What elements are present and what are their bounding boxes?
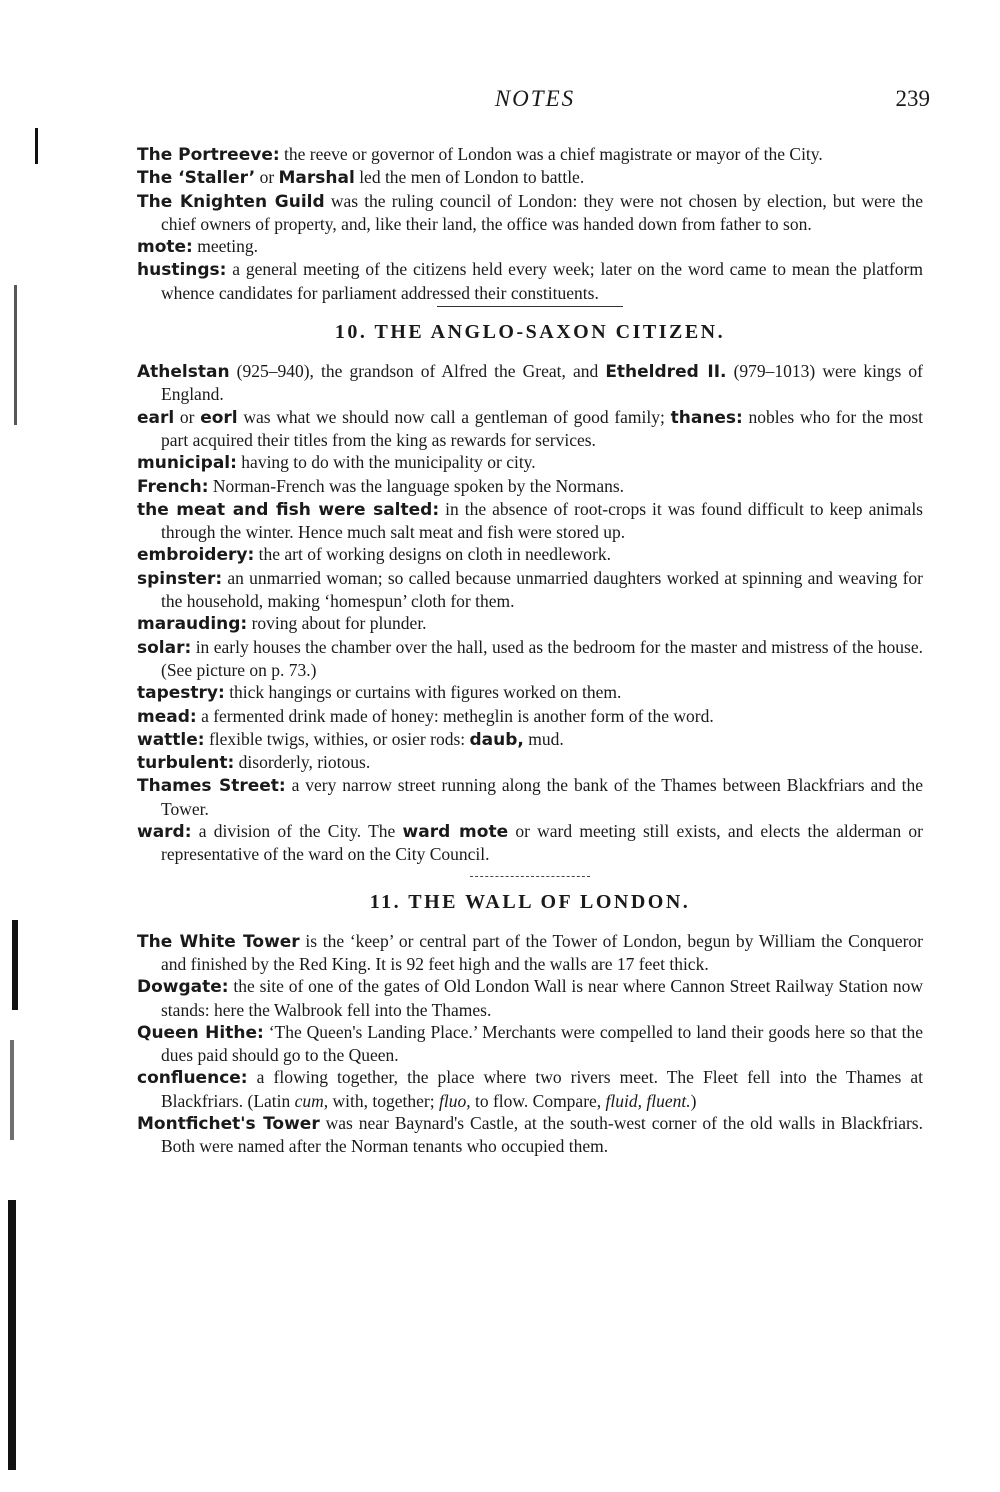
note-term: embroidery:	[137, 545, 255, 566]
section-heading: 10. THE ANGLO-SAXON CITIZEN.	[334, 321, 726, 344]
note-term: French:	[137, 476, 209, 497]
note-definition: thick hangings or curtains with figures worked on them.	[224, 682, 622, 703]
note-term: earl	[137, 407, 175, 428]
note-term: The Portreeve:	[137, 145, 280, 165]
note-definition: led the men of London to battle.	[354, 167, 585, 188]
note-entry	[137, 728, 923, 751]
scan-margin-mark	[14, 285, 17, 425]
note-term: The White Tower	[137, 931, 300, 952]
note-entry	[137, 235, 923, 258]
note-term: The ‘Staller’	[137, 168, 256, 189]
page-number: 239	[895, 86, 930, 111]
note-term: hustings:	[137, 260, 227, 281]
note-definition: flexible twigs, withies, or osier rods:	[204, 728, 470, 749]
section-heading: 11. THE WALL OF LONDON.	[369, 890, 691, 913]
note-definition: )	[690, 1090, 697, 1111]
note-definition: roving about for plunder.	[247, 613, 427, 634]
note-term: municipal:	[137, 453, 237, 474]
note-term: wattle:	[137, 729, 205, 750]
note-term: turbulent:	[137, 753, 235, 774]
section-divider	[437, 306, 623, 307]
note-entry	[137, 774, 923, 820]
note-entry	[137, 636, 923, 682]
note-entry	[137, 451, 923, 474]
note-definition: the reeve or governor of London was a chief magistrate or mayor of the City.	[279, 144, 823, 164]
note-term: The Knighten Guild	[137, 191, 325, 212]
note-definition: nobles who for the most part acquired their titles from the king as rewards for services.	[161, 406, 924, 450]
note-term: Montfichet's Tower	[137, 1113, 320, 1134]
note-definition: in the absence of root-crops it was found difficult to keep animals through the winter. Hence much salt meat and fish were stored up.	[161, 498, 923, 543]
note-term: ward mote	[402, 822, 509, 843]
note-definition: the art of working designs on cloth in needlework.	[254, 544, 611, 565]
note-term: mead:	[137, 706, 197, 727]
note-definition: a fermented drink made of honey: metheglin is another form of the word.	[196, 705, 714, 726]
note-term: marauding:	[137, 614, 248, 635]
note-definition: a division of the City. The	[191, 821, 403, 842]
note-term: Marshal	[278, 168, 355, 189]
note-definition: or ward meeting still exists, and elects the alderman or representative of the ward on the City Council.	[161, 821, 924, 865]
note-definition: having to do with the municipality or city.	[236, 452, 536, 473]
note-definition: (979–1013) were kings of England.	[161, 361, 923, 405]
note-entry	[137, 406, 923, 452]
note-definition: was what we should now call a gentleman of good family;	[237, 406, 671, 427]
note-definition: Norman-French was the language spoken by the Normans.	[208, 475, 625, 496]
note-term: mote:	[137, 237, 193, 258]
note-entry	[137, 930, 923, 976]
note-term: eorl	[200, 407, 238, 428]
note-definition: with, together;	[328, 1090, 439, 1111]
note-term: Etheldred II.	[605, 362, 727, 383]
scan-margin-mark	[12, 920, 18, 1010]
note-definition: mud.	[523, 728, 564, 749]
note-text: or	[174, 406, 201, 427]
note-entry	[137, 975, 923, 1021]
compare-words: fluid, fluent.	[605, 1090, 691, 1111]
scan-margin-mark	[10, 1040, 14, 1140]
note-entry	[137, 612, 923, 635]
note-entry	[137, 1021, 923, 1067]
note-definition: ‘The Queen's Landing Place.’ Merchants were compelled to land their goods here so that the dues paid should go to the Queen.	[161, 1021, 923, 1066]
note-term: tapestry:	[137, 683, 225, 704]
note-definition: a general meeting of the citizens held every week; later on the word came to mean the platform whence candidates for parliament addressed their constituents.	[161, 259, 923, 303]
note-term: confluence:	[137, 1068, 248, 1089]
note-term: Queen Hithe:	[137, 1022, 264, 1043]
latin-word: cum,	[294, 1090, 329, 1111]
note-entry	[137, 567, 923, 613]
note-definition: is the ‘keep’ or central part of the Tower of London, begun by William the Conqueror and finished by the Red King. It is 92 feet high and the walls are 17 feet thick.	[161, 930, 923, 974]
notes-content	[137, 143, 923, 1158]
scan-margin-mark	[8, 1200, 16, 1470]
note-entry	[137, 705, 923, 728]
latin-word: fluo,	[438, 1090, 471, 1111]
note-term: Dowgate:	[137, 977, 229, 998]
note-entry	[137, 360, 923, 406]
note-entry	[137, 475, 923, 498]
note-definition: a flowing together, the place where two rivers meet. The Fleet fell into the Thames at Blackfriars. (Latin	[161, 1067, 923, 1111]
scan-margin-mark	[35, 128, 38, 164]
note-text: or	[255, 167, 279, 188]
note-definition: (925–940), the grandson of Alfred the Great, and	[229, 361, 606, 382]
note-definition: was the ruling council of London: they were not chosen by election, but were the chief owners of property, and, like their land, the office was handed down from father to son.	[161, 190, 923, 234]
note-term: the meat and fish were salted:	[137, 499, 440, 520]
note-entry	[137, 258, 923, 304]
note-definition: a very narrow street running along the bank of the Thames between Blackfriars and the Tower.	[161, 775, 923, 819]
note-term: ward:	[137, 822, 192, 843]
note-term: thanes:	[670, 407, 743, 428]
note-definition: meeting.	[192, 236, 258, 257]
note-definition: to flow. Compare,	[470, 1090, 606, 1111]
note-term: solar:	[137, 637, 192, 658]
section-divider	[470, 876, 590, 877]
running-title: NOTES	[494, 86, 576, 111]
note-entry	[137, 498, 923, 544]
note-entry	[137, 681, 923, 704]
note-definition: in early houses the chamber over the hall, used as the bedroom for the master and mistress of the house. (See picture on p. 73.)	[161, 636, 923, 680]
page-header	[140, 86, 930, 116]
note-term: daub,	[469, 729, 524, 750]
note-definition: was near Baynard's Castle, at the south-west corner of the old walls in Blackfriars. Both were named after the Norman tenants who occupied them.	[161, 1112, 923, 1157]
note-entry	[137, 543, 923, 566]
note-entry	[137, 1112, 923, 1158]
note-term: spinster:	[137, 568, 223, 589]
note-entry	[137, 751, 923, 774]
note-term: Athelstan	[137, 362, 230, 383]
note-definition: an unmarried woman; so called because unmarried daughters worked at spinning and weaving for the household, making ‘homespun’ cloth for them.	[161, 567, 923, 612]
note-entry	[137, 820, 923, 866]
note-entry	[137, 1066, 923, 1112]
note-entry	[137, 190, 923, 236]
note-entry	[137, 166, 923, 189]
note-definition: disorderly, riotous.	[234, 752, 371, 773]
note-entry	[137, 143, 923, 166]
note-definition: the site of one of the gates of Old London Wall is near where Cannon Street Railway Station now stands: here the Walbrook fell into the Thames.	[161, 976, 923, 1020]
note-term: Thames Street:	[137, 776, 286, 797]
